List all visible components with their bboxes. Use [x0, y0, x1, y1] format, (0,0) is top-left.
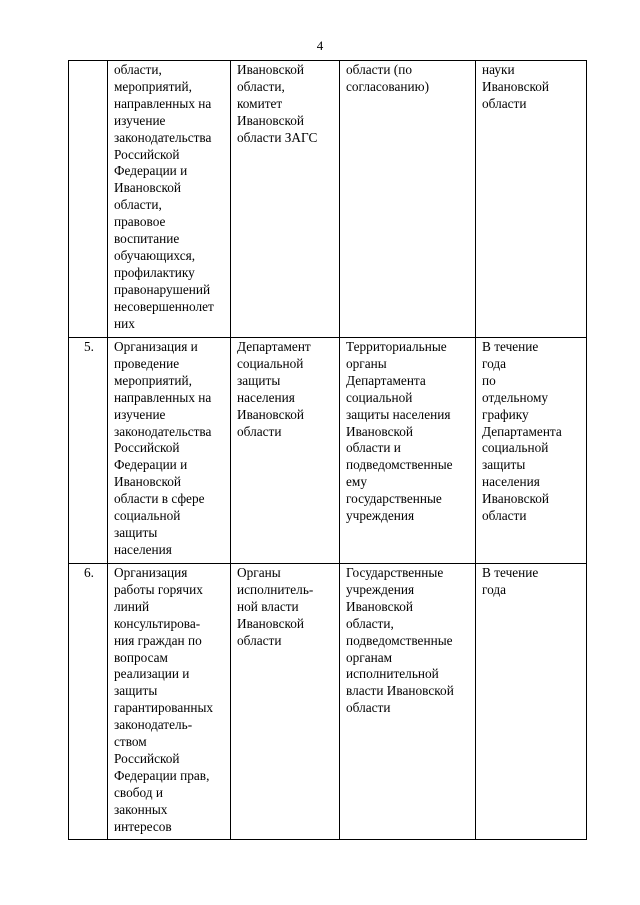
- page-number: 4: [316, 38, 324, 53]
- event-cell: Организация работы горячих линий консультирова- ния граждан по вопросам реализации и защиты гарантированных законодатель- ством Российской Федерации прав, свобод и законных интересов: [108, 564, 231, 840]
- term-cell: науки Ивановской области: [476, 61, 587, 338]
- table-row: [69, 338, 587, 564]
- participants-cell: Государственные учреждения Ивановской области, подведомственные органам исполнительной власти Ивановской области: [340, 564, 476, 840]
- responsible-cell: Департамент социальной защиты населения Ивановской области: [231, 338, 340, 564]
- responsible-cell: Ивановской области, комитет Ивановской области ЗАГС: [231, 61, 340, 338]
- event-cell: области, мероприятий, направленных на изучение законодательства Российской Федерации и Ивановской области, правовое воспитание обучающихся, профилактику правонарушений несовершеннолет них: [108, 61, 231, 338]
- event-cell: Организация и проведение мероприятий, направленных на изучение законодательства Российской Федерации и Ивановской области в сфере социальной защиты населения: [108, 338, 231, 564]
- participants-cell: Территориальные органы Департамента социальной защиты населения Ивановской области и подведомственные ему государственные учреждения: [340, 338, 476, 564]
- participants-cell: области (по согласованию): [340, 61, 476, 338]
- row-number-cell: 5.: [69, 338, 108, 564]
- term-cell: В течение года: [476, 564, 587, 840]
- responsible-cell: Органы исполнитель- ной власти Ивановской области: [231, 564, 340, 840]
- row-number-cell: [69, 61, 108, 338]
- term-cell: В течение года по отдельному графику Департамента социальной защиты населения Ивановской области: [476, 338, 587, 564]
- table-row: [69, 564, 587, 840]
- events-table: [68, 60, 587, 840]
- table-row: [69, 61, 587, 338]
- row-number-cell: 6.: [69, 564, 108, 840]
